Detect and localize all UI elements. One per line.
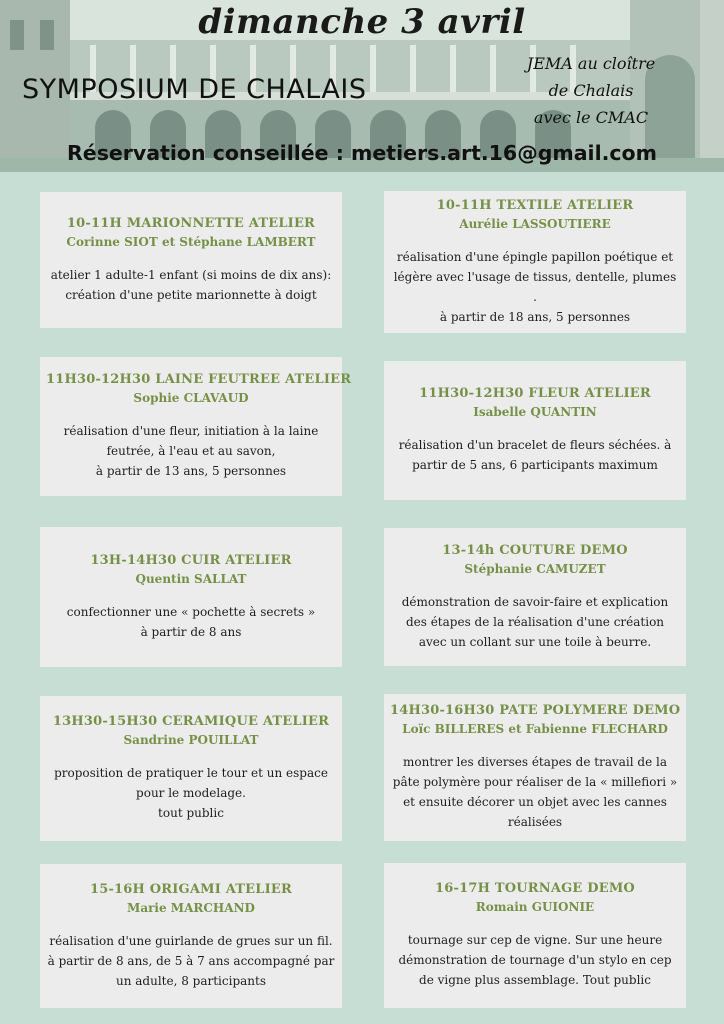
- workshop-description: [390, 930, 680, 990]
- workshop-artisan: Romain GUIONIE: [475, 900, 595, 914]
- workshop-artisan: Quentin SALLAT: [135, 571, 247, 586]
- workshop-title: 11H30-12H30 LAINE FEUTREE ATELIER: [46, 372, 352, 387]
- description-line: partir de 5 ans, 6 participants maximum: [412, 458, 658, 472]
- description-line: réalisation d'une fleur, initiation à la laine: [63, 424, 319, 438]
- workshop-artisan: Marie MARCHAND: [127, 900, 255, 915]
- workshop-title: 15-16H ORIGAMI ATELIER: [89, 881, 293, 897]
- workshop-card-marionnette: [40, 192, 342, 328]
- workshop-title: 16-17H TOURNAGE DEMO: [435, 881, 635, 896]
- workshop-artisan: Corinne SIOT et Stéphane LAMBERT: [66, 234, 316, 249]
- workshop-description: [46, 265, 336, 305]
- workshop-card-cuir: [40, 527, 342, 667]
- event-date: dimanche 3 avril: [198, 2, 526, 42]
- description-line: confectionner une « pochette à secrets »: [66, 604, 316, 619]
- description-line: tournage sur cep de vigne. Sur une heure: [407, 933, 663, 947]
- description-line: réalisation d'une épingle papillon poétique et: [396, 249, 674, 264]
- description-line: proposition de pratiquer le tour et un espace: [54, 766, 328, 780]
- workshop-description: [390, 435, 680, 475]
- description-line: des étapes de la réalisation d'une création: [405, 614, 665, 629]
- description-line: montrer les diverses étapes de travail de la: [403, 755, 667, 769]
- description-line: feutrée, à l'eau et au savon,: [106, 444, 276, 458]
- description-line: de vigne plus assemblage. Tout public: [419, 973, 651, 987]
- workshop-artisan: Aurélie LASSOUTIERE: [459, 216, 611, 231]
- description-line: avec un collant sur une toile à beurre.: [418, 634, 652, 649]
- description-line: création d'une petite marionnette à doigt: [65, 287, 317, 302]
- workshop-title: 13H30-15H30 CERAMIQUE ATELIER: [52, 714, 330, 729]
- workshop-card-pate-polymere: [384, 694, 686, 841]
- workshop-card-laine-feutree: [40, 357, 352, 496]
- workshop-description: [390, 592, 680, 652]
- workshop-artisan: Sophie CLAVAUD: [133, 391, 249, 405]
- description-line: démonstration de tournage d'un stylo en cep: [398, 953, 672, 967]
- description-line: démonstration de savoir-faire et explication: [401, 594, 669, 609]
- description-line: réalisées: [507, 815, 563, 829]
- workshop-title: 11H30-12H30 FLEUR ATELIER: [419, 386, 651, 401]
- workshop-description: [390, 752, 680, 832]
- workshop-card-ceramique: [40, 696, 342, 841]
- workshop-title: 13-14h COUTURE DEMO: [442, 542, 628, 558]
- subtitle-line: de Chalais: [548, 81, 634, 100]
- workshop-card-origami: [40, 864, 342, 1008]
- workshop-artisan: Sandrine POUILLAT: [123, 733, 259, 747]
- description-line: à partir de 8 ans, de 5 à 7 ans accompagné par: [47, 953, 335, 968]
- workshop-description: [390, 247, 680, 327]
- workshop-title: 10-11H TEXTILE ATELIER: [436, 197, 634, 213]
- description-line: atelier 1 adulte-1 enfant (si moins de dix ans):: [50, 267, 332, 282]
- workshop-description: [46, 602, 336, 642]
- workshop-description: [46, 763, 336, 823]
- event-title: SYMPOSIUM DE CHALAIS: [22, 74, 367, 105]
- description-line: et ensuite décorer un objet avec les cannes: [403, 795, 667, 809]
- subtitle-line: JEMA au cloître: [526, 54, 656, 73]
- description-line: à partir de 18 ans, 5 personnes: [439, 309, 631, 324]
- description-line: réalisation d'une guirlande de grues sur un fil.: [49, 933, 333, 948]
- workshop-title: 10-11H MARIONNETTE ATELIER: [66, 215, 316, 231]
- workshop-card-textile: [384, 191, 686, 333]
- description-line: un adulte, 8 participants: [115, 973, 266, 988]
- description-line: réalisation d'un bracelet de fleurs séchées. à: [398, 438, 672, 452]
- subtitle-line: avec le CMAC: [533, 108, 649, 127]
- workshop-title: 13H-14H30 CUIR ATELIER: [90, 552, 292, 568]
- description-line: à partir de 8 ans: [140, 624, 242, 639]
- workshop-card-couture: [384, 528, 686, 666]
- workshop-artisan: Isabelle QUANTIN: [473, 405, 597, 419]
- workshop-artisan: Loïc BILLERES et Fabienne FLECHARD: [402, 722, 668, 736]
- description-line: tout public: [158, 806, 224, 820]
- reservation-email[interactable]: Réservation conseillée : metiers.art.16@gmail.com: [67, 141, 657, 165]
- description-line: pour le modelage.: [136, 786, 246, 800]
- workshop-card-tournage: [384, 863, 686, 1008]
- workshop-artisan: Stéphanie CAMUZET: [464, 561, 606, 576]
- workshop-description: [46, 421, 336, 481]
- workshop-description: [46, 931, 336, 991]
- description-line: à partir de 13 ans, 5 personnes: [95, 464, 287, 478]
- workshop-card-fleur: [384, 361, 686, 500]
- description-line: pâte polymère pour réaliser de la « millefiori »: [392, 775, 678, 789]
- header-banner: [0, 0, 724, 172]
- workshop-title: 14H30-16H30 PATE POLYMERE DEMO: [390, 703, 681, 718]
- description-line: légère avec l'usage de tissus, dentelle, plumes .: [393, 269, 677, 304]
- event-subtitle: [506, 50, 676, 131]
